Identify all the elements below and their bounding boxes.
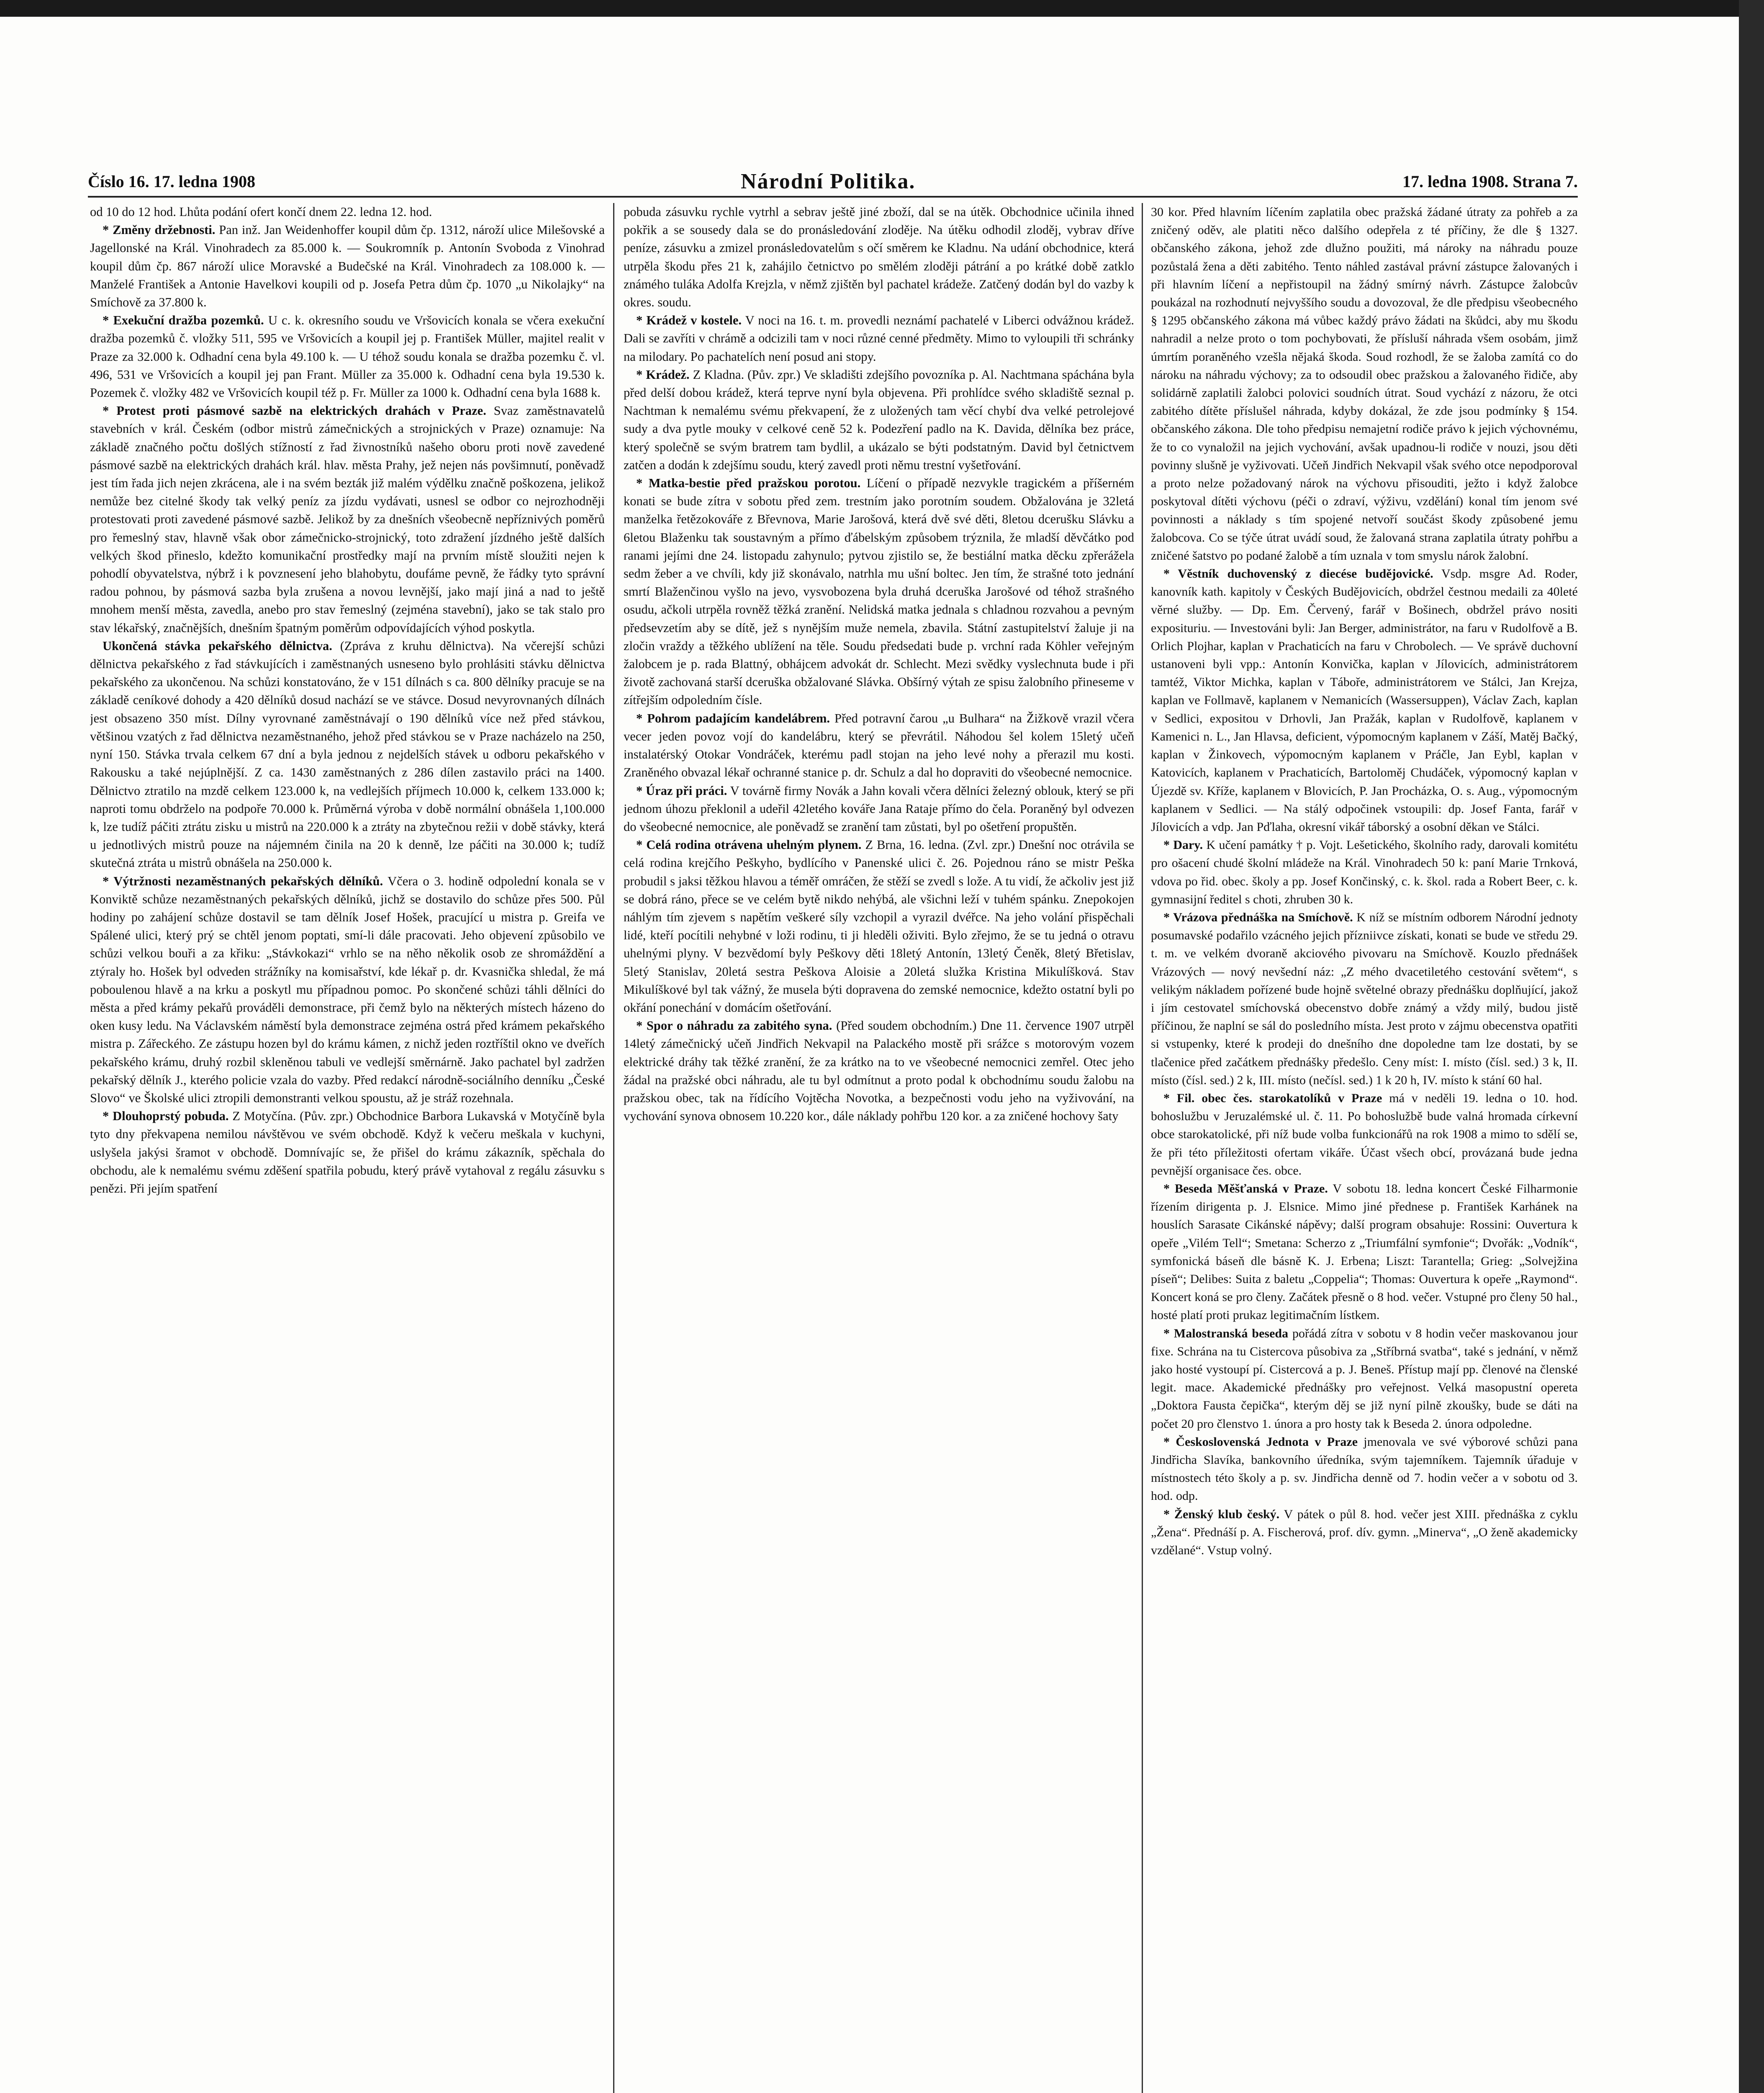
article-paragraph: [1151, 1433, 1578, 1505]
article-paragraph: [90, 1107, 605, 1198]
article-paragraph: [90, 637, 605, 872]
article-paragraph: [624, 474, 1134, 710]
article-text: Z Brna, 16. ledna. (Zvl. zpr.) Dnešní noc otrávila se celá rodina krejčího Peškyho, bydlícího v Panenské ulici č. 26. Pojednou ráno se mistr Peška probudil s jaksi těžkou hlavou a téměř omráčen, že stěží se zvedl s lože. A tu vidí, že ačkoliv jest již se dobrá ráno, přece se ve celém bytě nikdo nehýbá, ale všichni leží v tuhém spánku. Znepokojen náhlým tím zjevem s napětím veškeré síly vzchopil a vyrazil dvéřce. Na jeho volání přispěchali lidé, kteří pocítili nehybné v loži rodinu, ti ji hleděli oživiti. Bylo zřejmo, že se tu jedná o otravu uhelnými plyny. V bezvědomí byly Peškovy děti 18letý Antonín, 13letý Čeněk, 8letý Břetislav, 5letý Stanislav, 20letá sestra Peškova Aloisie a 20letá služka Kristina Mikulíšková. Stav Mikulíškové byl tak vážný, že musela býti dopravena do zemské nemocnice, kdežto ostatní byli po okřání ponechání v domácím ošetřování.: [624, 838, 1134, 1015]
header-rule: [88, 196, 1578, 198]
article-headline: * Ženský klub český.: [1163, 1507, 1280, 1521]
article-headline: * Krádež.: [636, 367, 690, 382]
article-headline: * Exekuční dražba pozemků.: [103, 313, 264, 328]
article-paragraph: [624, 782, 1134, 836]
article-paragraph: [1151, 203, 1578, 565]
article-headline: * Dlouhoprstý pobuda.: [103, 1109, 229, 1124]
article-text: Z Motyčína. (Pův. zpr.) Obchodnice Barbora Lukavská v Motyčíně byla tyto dny překvapena nemilou návštěvou ve svém obchodě. Když k večeru meškala v kuchyni, uslyšela jakýsi šramot v obchodě. Domnívajíc se, že přišel do krámu zákazník, spěchala do obchodu, ale k nemalému svému zděšení spatřila pobudu, který právě vytahoval z regálu zásuvku s penězi. Při jejím spatření: [90, 1109, 605, 1196]
article-paragraph: [1151, 836, 1578, 908]
article-paragraph: [624, 710, 1134, 782]
article-text: V noci na 16. t. m. provedli neznámí pachatelé v Liberci odvážnou krádež. Dali se zavříti v chrámě a odcizili tam v noci různé cenné předměty. Mimo to vyloupili tři schránky na milodary. Po pachatelích není posud ani stopy.: [624, 313, 1134, 364]
article-headline: * Pohrom padajícím kandelábrem.: [636, 711, 830, 725]
article-headline: * Změny držebnosti.: [103, 223, 216, 237]
issue-number: Číslo 16. 17. ledna 1908: [88, 172, 256, 191]
article-paragraph: [624, 203, 1134, 311]
scan-border-top: [0, 0, 1764, 17]
column-divider: [613, 203, 614, 2093]
article-text: K učení památky † p. Vojt. Lešetického, školního rady, darovali komitétu pro ošacení chudé školní mládeže na Král. Vinohradech 50 k: paní Marie Trnková, vdova po řid. obec. školy a pp. Josef Končinský, c. k. škol. rada a Robert Beer, c. k. gymnasijní ředitel s choti, zhruben 30 k.: [1151, 838, 1578, 906]
column-2: [624, 203, 1134, 2093]
article-headline: * Úraz při práci.: [636, 783, 727, 798]
article-text: (Před soudem obchodním.) Dne 11. července 1907 utrpěl 14letý zámečnický učeň Jindřich Nekvapil na Palackého mostě při srážce s motorovým vozem elektrické dráhy tak těžké zranění, že za krátko na to ve všeobecné nemocnici zemřel. Otec jeho žádal na pražské obci náhradu, ale tu byl odmítnut a proto podal k obchodnímu soudu žalobu na pražskou obec, tak na řídícího Vojtěcha Novotka, a bezpečnosti vodu jeho na vyživování, na vychování synova obnosem 10.220 kor., dále náklady pohřbu 120 kor. a za zničené hochovy šaty: [624, 1018, 1134, 1124]
article-text: V sobotu 18. ledna koncert České Filharmonie řízením dirigenta p. J. Elsnice. Mimo jiné přednese p. František Karhánek na houslích Sarasate Cikánské nápěvy; další program obsahuje: Rossini: Ouvertura k opeře „Vilém Tell“; Smetana: Scherzo z „Triumfální symfonie“; Dvořák: „Vodník“, symfonická báseň dle básně K. J. Erbena; Liszt: Tarantella; Grieg: „Solvejžina píseň“; Delibes: Suita z baletu „Coppelia“; Thomas: Ouvertura k opeře „Raymond“. Koncert koná se pro členy. Začátek přesně o 8 hod. večer. Vstupné pro členy 50 hal., hosté platí proti prukaz legitimačním lístkem.: [1151, 1181, 1578, 1322]
article-paragraph: [1151, 1089, 1578, 1180]
article-paragraph: [90, 872, 605, 1108]
article-text: od 10 do 12 hod. Lhůta podání ofert končí dnem 22. ledna 12. hod.: [90, 205, 432, 219]
article-text: (Zpráva z kruhu dělnictva). Na včerejší schůzi dělnictva pekařského z řad stávkujících i zaměstnaných usneseno bylo prohlásiti stávku dělnictva pekařského za ukončenou. Na schůzi konstatováno, že v 151 dílnách s ca. 800 dělníky pracuje se na základě ceníkové dohody a 420 dělníků dosud nachází se ve stávce. Dosud nevyrovnaných dílnách jest obsazeno 350 míst. Dílny vyrovnané zaměstnávají o 190 dělníků více než před stávkou, většinou vzatých z řad dělnictva nezaměstnaného, jehož před stávkou se v Praze nacházelo na 250, nyní 150. Stávka trvala celkem 67 dní a byla jednou z nejdelších stávek u odboru pekařského v Rakousku a také nejúplnější. Z ca. 1430 zaměstnaných z 286 dílen zastavilo práci na 1400. Dělnictvo ztratilo na mzdě celkem 123.000 k, na vedlejších příjmech 10.000 k, celkem 133.000 k; naproti tomu obdrželo na podpoře 70.000 k. Průměrná výroba v době normální obnášela 1,100.000 k, lze tudíž páčiti ztrátu zisku u mistrů na 220.000 k a ztráty na zbytečnou režii v době stávky, která u jednotlivých mistrů pouze na nájemném činila na 20 k denně, lze páčiti na 30.000 k; tudíž skutečná ztráta u mistrů obnášela na 250.000 k.: [90, 638, 605, 870]
article-headline: * Československá Jednota v Praze: [1163, 1435, 1358, 1449]
article-text: Líčení o případě nezvykle tragickém a příšerném konati se bude zítra v sobotu před zem. trestním jako porotním soudem. Obžalována je 32letá manželka řetězokováře z Břevnova, Marie Jarošová, která dvě své děti, 8letou dcerušku Slávku a 6letou Blaženku tak soustavným a přímo ďábelským způsobem trýznila, že mladší děvčátko pod ranami jejími dne 24. listopadu zahynulo; pytvou zjistilo se, že bestiální matka děcku zpřerážela sedm žeber a ve chvíli, kdy již skonávalo, natrhla mu ušní boltec. Jen tím, že strašné toto jednání smrtí Blaženčinou vyšlo na jevo, vysvobozena byla druhá dceruška Jarošové od téhož strašného osudu, ačkoli utrpěla rovněž těžká zranění. Nelidská matka jednala s chladnou rozvahou a pevným předsevzetím aby se dítě, jež s nynějším muže nemela, zbavila. Státní zastupitelství žaluje ji na zločin vraždy a těžkého ublížení na těle. Soudu předsedati bude p. vrchní rada Köhler veřejným žalobcem je p. rada Blattný, obhájcem advokát dr. Schlecht. Mezi svědky vyslechnuta bude i při životě zachovaná starší dceruška obžalované Slávka. Obšírný výtah ze spisu žalobního přineseme v zítřejším odpoledním čísle.: [624, 476, 1134, 707]
article-text: U c. k. okresního soudu ve Vršovicích konala se včera exekuční dražba pozemků č. vložky 511, 595 ve Vršovicích a koupil jej p. František Müller, majitel realit v Praze za 32.000 k. Odhadní cena byla 49.100 k. — U téhož soudu konala se dražba pozemku č. vl. 496, 531 ve Vršovicích a koupil jej pan Frant. Müller za 35.000 k. Odhadní cena byla 19.530 k. Pozemek č. vložky 482 ve Vršovicích koupil též p. Fr. Müller za 1000 k. Odhadní cena byla 1688 k.: [90, 313, 605, 400]
article-paragraph: [90, 402, 605, 637]
date-and-page: 17. ledna 1908. Strana 7.: [1402, 172, 1578, 191]
article-headline: * Věstník duchovenský z diecése budějovické.: [1163, 567, 1433, 581]
article-text: pobuda zásuvku rychle vytrhl a sebrav ještě jiné zboží, dal se na útěk. Obchodnice učinila ihned pokřik a se sousedy dala se do pronásledování zloděje. Na útěku odhodil zloděj, vybrav dříve peníze, zásuvku a zmizel pronásledovatelům s očí směrem ke Kladnu. Na udání obchodnice, která utrpěla škodu přes 21 k, zahájilo četnictvo po smělém zloději pátrání a po krátké době zatklo známého tuláka Adolfa Krejzla, v němž zjištěn byl pachatel krádeže. Zatčený dodán byl do vazby k okres. soudu.: [624, 205, 1134, 310]
column-divider: [1142, 203, 1143, 2093]
article-text: V pátek o půl 8. hod. večer jest XIII. přednáška z cyklu „Žena“. Přednáší p. A. Fischerová, prof. dív. gymn. „Minerva“, „O ženě akademicky vzdělané“. Vstup volný.: [1151, 1507, 1578, 1558]
article-paragraph: [1151, 1324, 1578, 1433]
article-paragraph: [90, 311, 605, 402]
article-paragraph: [624, 311, 1134, 366]
article-text: K níž se místním odborem Národní jednoty posumavské podařilo vzácného jejich přízniivce získati, konati se bude ve středu 29. t. m. ve velkém dvoraně akciového pivovaru na Smíchově. Kouzlo přednášek Vrázových — nový nevšední náz: „Z mého dvacetiletého cestování světem“, s velikým nákladem pořízené bude hojně světelné obrazy přednášku doplňující, jakož i jím cestovatel smíchovská obecenstvo dobře známý a vždy milý, budou jistě příčinou, že naplní se sál do posledního místa. Jest proto v zájmu obecenstva opatřiti si vstupenky, které k prodeji do dnešního dne dopoledne tam lze dostati, by se tlačenice před začátkem přednášky předešlo. Ceny míst: I. místo (čísl. sed.) 3 k, II. místo (čísl. sed.) 2 k, III. místo (nečísl. sed.) 1 k 20 h, IV. místo k stání 60 hal.: [1151, 910, 1578, 1087]
article-paragraph: [624, 836, 1134, 1017]
column-1: [90, 203, 605, 2093]
article-text: Vsdp. msgre Ad. Roder, kanovník kath. kapitoly v Českých Budějovicích, obdržel čestnou medaili za 40leté věrné služby. — Dp. Em. Červený, farář v Bošinech, obdržel právo nositi exposituriu. — Investováni byli: Jan Berger, administrátor, na faru v Rudolfově a B. Orlich Plojhar, kaplan v Prachaticích na faru v Chrobolech. — Ve správě duchovní ustanoveni byli vpp.: Antonín Konvička, kaplan v Jílovicích, administrátorem tamtéž, Viktor Michka, kaplan v Táboře, administrátorem ve Stálci, Jan Krejza, kaplan ve Follmavě, kaplanem v Nemanicích (Wassersuppen), Václav Zach, kaplan v Sedlici, expositou v Drhovli, Jan Pražák, kaplan v Rudolfově, kaplanem v Kamenici n. L., Jan Hlavsa, deficient, výpomocným kaplanem v Záší, Matěj Bačký, kaplan v Žinkovech, výpomocným kaplanem v Práčle, Jan Eybl, kaplan v Katovicích, kaplanem v Prachaticích, Bartoloměj Chudáček, výpomocný kaplan v Újezdě sv. Kříže, kaplanem v Blovicích, P. Jan Procházka, O. s. Aug., výpomocným kaplanem v Sedlici. — Na stálý odpočinek vstoupili: dp. Josef Fanta, farář v Jílovicích a vdp. Jan Pďlaha, okresní vikář táborský a osobní děkan ve Stálci.: [1151, 567, 1578, 834]
article-text: pořádá zítra v sobotu v 8 hodin večer maskovanou jour fixe. Schrána na tu Cistercova působiva za „Stříbrná svatba“, také s jednání, v němž jako hosté vystoupí pí. Cistercová a p. J. Beneš. Přístup mají pp. členové na členské legit. mace. Akademické přednášky pro veřejnost. Velká masopustní opereta „Doktora Fausta čepička“, kterým děj se již nyní pilně zkoušky, bude se dáti na počet 20 pro členstvo 1. února a pro hosty tak k Beseda 2. února odpoledne.: [1151, 1326, 1578, 1431]
article-headline: * Výtržnosti nezaměstnaných pekařských dělníků.: [103, 874, 383, 888]
article-text: Pan inž. Jan Weidenhoffer koupil dům čp. 1312, nároží ulice Milešovské a Jagellonské na Král. Vinohradech za 85.000 k. — Soukromník p. Antonín Svoboda z Vinohrad koupil dům čp. 867 nároží ulice Moravské a Budečské na Král. Vinohradech za 108.000 k. — Manželé František a Antonie Havelkovi koupili od p. Josefa Petra dům čp. 1070 „u Nikolajky“ na Smíchově za 37.800 k.: [90, 223, 605, 310]
scan-border-right: [1739, 0, 1764, 2093]
article-text: má v neděli 19. ledna o 10. hod. bohoslužbu v Jeruzalémské ul. č. 11. Po bohoslužbě bude valná hromada církevní obce starokatolické, při níž bude volba funkcionářů na rok 1908 a mimo to sdělí se, že při této příležitosti ofertam vikáře. Účast všech obcí, provázaná bude jedna pevnější organisace čes. obce.: [1151, 1091, 1578, 1178]
article-paragraph: [1151, 1180, 1578, 1324]
newspaper-title: Národní Politika.: [741, 170, 916, 193]
article-paragraph: [624, 1017, 1134, 1125]
article-headline: * Vrázova přednáška na Smíchově.: [1163, 910, 1353, 924]
article-text: Z Kladna. (Pův. zpr.) Ve skladišti zdejšího povozníka p. Al. Nachtmana spáchána byla před delší dobou krádež, která teprve nyní byla objevena. Při prohlídce svého skladiště seznal p. Nachtman k nemalému svému překvapení, že z uložených tam věcí chybí dva velké petrolejové sudy a dva pytle mouky v celkové ceně 52 k. Podezření padlo na K. Davida, dělníka bez práce, který společně se svým bratrem tam bydlil, a ukázalo se býti podstatným. David byl četnictvem zatčen a dodán k zdejšímu soudu, který zavedl proti němu trestní vyšetřování.: [624, 367, 1134, 472]
article-text: Svaz zaměstnavatelů stavebních v král. Českém (odbor mistrů zámečnických a strojnických v Praze) oznamuje: Na základě značného počtu došlých stížností z řad živnostníků našeho oboru proti nově zavedené pásmové sazbě na elektrických drahách král. hlav. města Prahy, jež nejen nás povšimnutí, poněvadž jest tím řada jich nejen zkrácena, ale i na svém bezták již malém výdělku značně poškozena, jelikož nemůže bez citelné škody tak velký peníz za jízdu vydávati, usnesl se odbor co nejrozhodněji protestovati proti zavedené pásmové sazbě. Jelikož by za dnešních všeobecně nepříznivých poměrů pro řemeslný stav, hlavně však obor zámečnicko-strojnický, toto zdražení jízdného ještě dalších velkých škod přineslo, kdežto komunikační prostředky mají na prvním místě sloužiti nejen k pohodlí obyvatelstva, nýbrž i k povznesení jeho blahobytu, doufáme pevně, že řádky tyto správní radou pohnou, by pásmová sazba byla zrušena a novou levnější, jako mají jiná a nad to ještě mnohem menší města, zavedla, anebo pro stav řemeslný (zejména stavební), jako se tak stalo pro stav lékařský, značnějších, dnešním špatným poměrům odpovídajících výhod poskytla.: [90, 404, 605, 635]
article-paragraph: [624, 366, 1134, 474]
article-paragraph: [1151, 565, 1578, 836]
article-headline: * Spor o náhradu za zabitého syna.: [636, 1018, 832, 1033]
article-headline: * Dary.: [1163, 838, 1203, 852]
article-paragraph: [90, 203, 605, 221]
article-text: jmenovala ve své výborové schůzi pana Jindřicha Slavíka, bankovního úředníka, svým tajemníkem. Tajemník úřaduje v místnostech této školy a p. sv. Jindřicha denně od 7. hodin večer a v sobotu od 3. hod. odp.: [1151, 1435, 1578, 1503]
article-text: Před potravní čarou „u Bulhara“ na Žižkově vrazil včera vecer jeden povoz vojí do kandelábru, který se převrátil. Náhodou šel kolem 15letý učeň instalatérský Otokar Vondráček, kterému padl stojan na jeho levé nohy a přerazil mu kosti. Zraněného obvazal lékař ochranné stanice p. dr. Schulz a dal ho dopraviti do všeobecné nemocnice.: [624, 711, 1134, 780]
article-headline: * Matka-bestie před pražskou porotou.: [636, 476, 861, 491]
article-headline: * Celá rodina otrávena uhelným plynem.: [636, 838, 862, 852]
article-text: 30 kor. Před hlavním líčením zaplatila obec pražská žádané útraty za pohřeb a za zničený oděv, ale platiti něco dalšího odepřela z té příčiny, že dle § 1327. občanského zákona, jehož zde dlužno použiti, má nároky na náhradu pouze pozůstalá žena a děti zabitého. Tento náhled zastával právní zástupce žalovaných i při hlavním líčení a nepřistoupil na žádný smírný návrh. Zástupce žalobcův poukázal na rozhodnutí nejvyššího soudu a dovozoval, že dle předpisu všeobecného § 1295 občanského zákona má vůbec každý právo žádati na škůdci, aby mu škodu nahradil a nelze proto o tom pochybovati, že přísluší náhrada všem osobám, jimž úmrtím poraněného vzešla nějaká škoda. Soud rozhodl, že se žaloba zamítá co do nároku na náhradu výchovy; za to odsoudil obec pražskou a žalovaného řidiče, aby solidárně zaplatili žalobci polovici soudních útrat. Soud vychází z názoru, že otci zabitého dítěte příslušel náhrada, kdyby dokázal, že zde jsou podmínky § 154. občanského zákona. Dle toho předpisu nemajetní rodiče právo k jejich výchovnému, že to co vynaložil na jejich vychování, avšak upadnou-li rodiče v nouzi, jsou děti povinny slušně je vyživovati. Učeň Jindřich Nekvapil však svého otce nepodporoval a proto nelze požadovaný nárok na výchovu přisouditi, ježto i když žalobce poskytoval dítěti výchovu (péči o zdraví, výživu, vzdělání) konal tím jenom své povinnosti a náklady s tím spojené netvoří součást škody způsobené jemu žalobcova. Co se týče útrat uvádí soud, že žalovaná strana zaplatila útraty pohřbu a zničené šatstvo po podané žalobě a tím uznala v tom smyslu nárok žalobní.: [1151, 205, 1578, 563]
column-3: [1151, 203, 1578, 2093]
article-headline: * Krádež v kostele.: [636, 313, 742, 328]
article-headline: * Protest proti pásmové sazbě na elektrických drahách v Praze.: [103, 404, 486, 418]
article-headline: * Malostranská beseda: [1163, 1326, 1289, 1340]
article-text: V továrně firmy Novák a Jahn kovali včera dělníci železný oblouk, který se při jednom úhozu překlonil a udeřil 42letého kováře Jana Rataje přímo do čela. Poraněný byl odvezen do všeobecné nemocnice, ale poněvadž se zranění tam zůstati, byl po ošetření propuštěn.: [624, 783, 1134, 834]
article-headline: * Fil. obec čes. starokatolíků v Praze: [1163, 1091, 1382, 1105]
article-paragraph: [1151, 908, 1578, 1089]
article-paragraph: [90, 221, 605, 311]
article-paragraph: [1151, 1505, 1578, 1560]
article-headline: Ukončená stávka pekařského dělnictva.: [103, 638, 332, 653]
article-headline: * Beseda Měšťanská v Praze.: [1163, 1181, 1328, 1196]
article-text: Včera o 3. hodině odpolední konala se v Konviktě schůze nezaměstnaných pekařských dělníků, jichž se dostavilo do schůze přes 500. Půl hodiny po zahájení schůze dostavil se tam dělník Josef Hošek, pracující u mistra p. Greifa ve Spálené ulici, který prý se chtěl jenom poptati, smí-li dále pracovati. Jeho objevení způsobilo ve schůzi velkou bouři a za křiku: „Stávkokazi“ vrhlo se na něho několik osob ze shromáždění a ztýraly ho. Hošek byl odveden strážníky na komisařství, kde lékař p. dr. Kvasnička shledal, že má poboulenou hlavě a na krku a poskytl mu případnou pomoc. Po skončené schůzi táhli dělníci do města a před krámy pekařů prováděli demonstrace, při čemž bylo na některých místech házeno do oken kusy ledu. Na Václavském náměstí byla demonstrace zejména ostrá před krámem pekařského mistra p. Zářeckého. Ze zástupu hozen byl do krámu kámen, z nichž jeden roztříštil okno ve dveřích pekařského krámu, druhý rozbil skleněnou tabuli ve vedlejší směrnárně. Jako pachatel byl zadržen pekařský dělník J., kterého policie vzala do vazby. Před redakcí národně-sociálního denníku „České Slovo“ ve Školské ulici ztropili demonstranti velkou spoustu, až je stráž rozehnala.: [90, 874, 605, 1105]
